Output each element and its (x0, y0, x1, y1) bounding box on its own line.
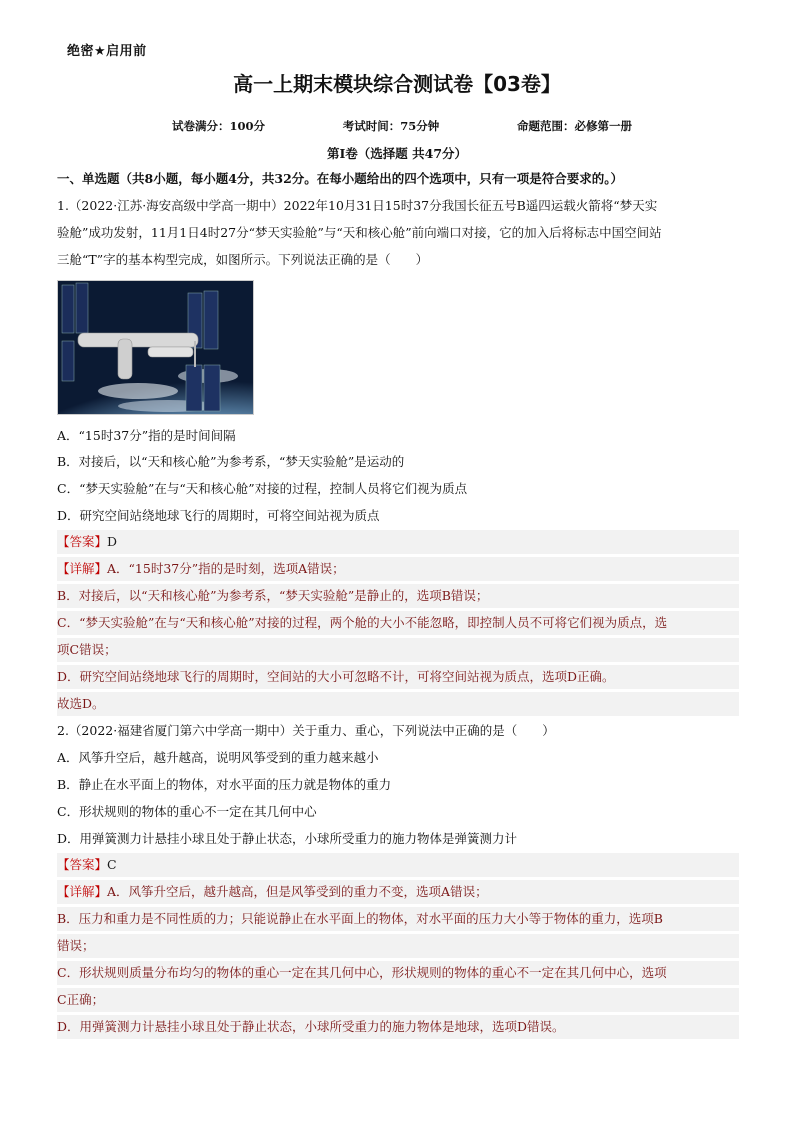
space-station-illustration (58, 281, 253, 414)
q1-detail-line: D．研究空间站绕地球飞行的周期时，空间站的大小可忽略不计，可将空间站视为质点，选项D正确。 (57, 665, 739, 689)
exam-time: 考试时间：75分钟 (342, 119, 440, 133)
q1-stem-line: 三舱“T”字的基本构型完成，如图所示。下列说法正确的是（ ） (57, 252, 429, 267)
q1-stem-line: 验舱”成功发射，11月1日4时27分“梦天实验舱”与“天和核心舱”前向端口对接，它的加入后将标志中国空间站 (57, 225, 662, 240)
q1-option-d: D．研究空间站绕地球飞行的周期时，可将空间站视为质点 (57, 508, 380, 523)
q1-detail-line: B．对接后，以“天和核心舱”为参考系，“梦天实验舱”是静止的，选项B错误； (57, 584, 739, 608)
q2-detail-line: B．压力和重力是不同性质的力；只能说静止在水平面上的物体，对水平面的压力大小等于物体的重力，选项B (57, 907, 739, 931)
q2-stem: 2.（2022·福建省厦门第六中学高一期中）关于重力、重心，下列说法中正确的是（ ） (57, 723, 555, 738)
q2-detail-line: D．用弹簧测力计悬挂小球且处于静止状态，小球所受重力的施力物体是地球，选项D错误。 (57, 1015, 739, 1039)
q1-detail-line (57, 557, 739, 581)
q1-answer (57, 530, 739, 554)
answer-label: 【答案】 (57, 534, 108, 549)
q1-option-b: B．对接后，以“天和核心舱”为参考系，“梦天实验舱”是运动的 (57, 454, 405, 469)
space-station-photo (57, 280, 254, 415)
q1-option-c: C．“梦天实验舱”在与“天和核心舱”对接的过程，控制人员将它们视为质点 (57, 481, 468, 496)
q1-detail-line: 项C错误； (57, 638, 739, 662)
full-score: 试卷满分：100分 (172, 119, 266, 133)
exam-meta (172, 118, 632, 134)
q1-stem-line: 1.（2022·江苏·海安高级中学高一期中）2022年10月31日15时37分我国长征五号B遥四运载火箭将“梦天实 (57, 198, 658, 213)
page-title: 高一上期末模块综合测试卷【03卷】 (233, 72, 561, 96)
q1-detail-line: C．“梦天实验舱”在与“天和核心舱”对接的过程，两个舱的大小不能忽略，即控制人员不可将它们视为质点，选 (57, 611, 739, 635)
answer-label: 【答案】 (57, 857, 108, 872)
q1-detail-line: 故选D。 (57, 692, 739, 716)
answer-value: C (107, 857, 117, 872)
detail-text: A．风筝升空后，越升越高，但是风筝受到的重力不变，选项A错误； (107, 884, 488, 899)
q2-detail-line: 错误； (57, 934, 739, 958)
q2-option-b: B．静止在水平面上的物体，对水平面的压力就是物体的重力 (57, 777, 392, 792)
detail-label: 【详解】 (57, 884, 108, 899)
q2-detail-line (57, 880, 739, 904)
q2-detail-line: C．形状规则质量分布均匀的物体的重心一定在其几何中心，形状规则的物体的重心不一定在其几何中心，选项 (57, 961, 739, 985)
detail-label: 【详解】 (57, 561, 108, 576)
q1-option-a: A．“15时37分”指的是时间间隔 (57, 428, 236, 443)
section-heading: 一、单选题（共8小题，每小题4分，共32分。在每小题给出的四个选项中，只有一项是符合要求的。） (57, 171, 624, 186)
exam-scope: 命题范围：必修第一册 (517, 119, 632, 133)
q2-detail-line: C正确； (57, 988, 739, 1012)
volume-heading: 第Ⅰ卷（选择题 共47分） (326, 146, 468, 161)
q2-answer (57, 853, 739, 877)
q2-option-d: D．用弹簧测力计悬挂小球且处于静止状态，小球所受重力的施力物体是弹簧测力计 (57, 831, 518, 846)
q2-option-c: C．形状规则的物体的重心不一定在其几何中心 (57, 804, 317, 819)
detail-text: A．“15时37分”指的是时刻，选项A错误； (107, 561, 345, 576)
q2-option-a: A．风筝升空后，越升越高，说明风筝受到的重力越来越小 (57, 750, 379, 765)
secret-mark: 绝密★启用前 (67, 44, 147, 59)
answer-value: D (107, 534, 118, 549)
